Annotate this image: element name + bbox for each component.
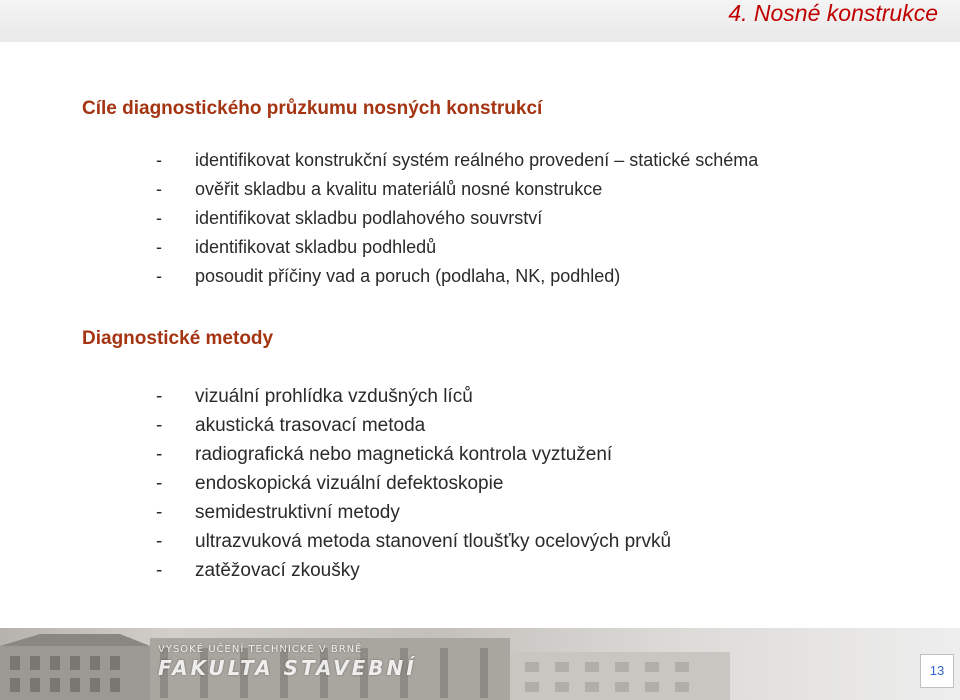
logo-faculty-name: FAKULTA STAVEBNÍ (158, 656, 417, 680)
slide-title: 4. Nosné konstrukce (728, 0, 938, 26)
section-heading-methods: Diagnostické metody (82, 328, 274, 349)
logo-university-name: VYSOKÉ UČENÍ TECHNICKÉ V BRNĚ (158, 644, 363, 655)
faculty-logo (150, 642, 500, 690)
footer-band (0, 628, 960, 700)
section-heading-goals: Cíle diagnostického průzkumu nosných konstrukcí (82, 98, 543, 119)
page-number: 13 (920, 654, 954, 688)
